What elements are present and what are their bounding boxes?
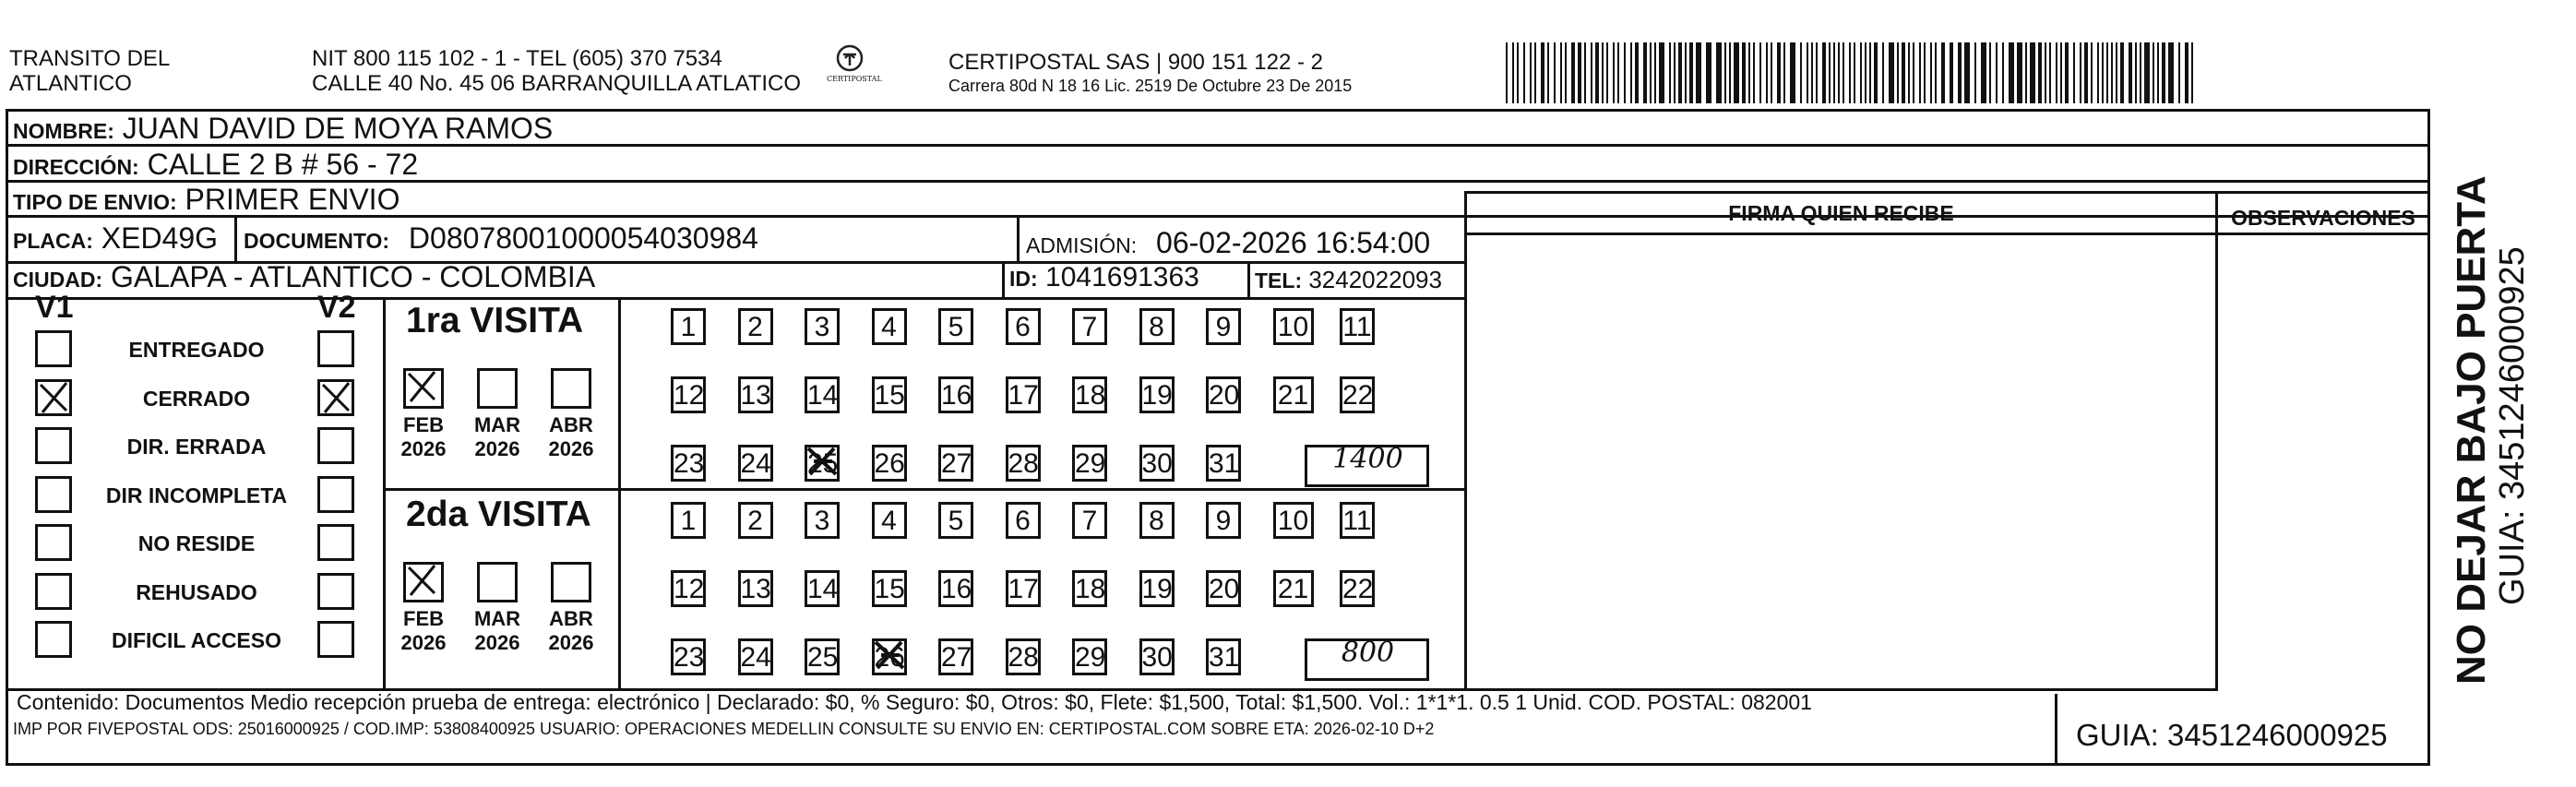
barcode-bar	[1696, 42, 1701, 103]
v1-checkbox[interactable]	[35, 524, 72, 561]
barcode-bar	[1816, 42, 1818, 103]
barcode-bar	[1650, 42, 1652, 103]
barcode-bar	[1534, 42, 1536, 103]
month-label	[470, 607, 525, 655]
status-label: NO RESIDE	[137, 531, 256, 555]
day-box[interactable]: 18	[1072, 376, 1107, 413]
v2-checkbox[interactable]	[317, 330, 354, 367]
month-name: ABR	[549, 413, 593, 436]
barcode-bar	[1783, 42, 1785, 103]
visit-title: 1ra VISITA	[406, 301, 584, 340]
day-box[interactable]: 17	[1006, 376, 1041, 413]
day-box[interactable]: 31	[1206, 638, 1241, 675]
day-box[interactable]: 2	[738, 502, 773, 539]
barcode-bar	[1930, 42, 1932, 103]
day-box[interactable]: 4	[872, 502, 907, 539]
barcode-bar	[1958, 42, 1962, 103]
day-box[interactable]: 26	[872, 445, 907, 482]
barcode-bar	[1624, 42, 1626, 103]
barcode-bar	[2116, 42, 2117, 103]
month-label	[543, 607, 599, 655]
day-box[interactable]: 22	[1340, 570, 1375, 607]
barcode-bar	[2144, 42, 2150, 103]
v2-checkbox[interactable]	[317, 573, 354, 610]
name-row	[13, 112, 553, 146]
divider-admission	[1017, 218, 1020, 261]
barcode-bar	[1989, 42, 1991, 103]
visit-separator	[383, 488, 1467, 491]
barcode-bar	[1606, 42, 1608, 103]
id-cell	[1009, 262, 1199, 293]
barcode-bar	[1913, 42, 1914, 103]
barcode-bar	[1996, 42, 1998, 103]
barcode-bar	[1935, 42, 1937, 103]
barcode-bar	[1889, 42, 1894, 103]
barcode-bar	[1759, 42, 1761, 103]
barcode-bar	[1729, 42, 1731, 103]
address-label: DIRECCIÓN:	[13, 155, 139, 179]
day-box[interactable]: 6	[1006, 502, 1041, 539]
handwritten-time: 1400	[1332, 443, 1403, 475]
barcode-bar	[2097, 42, 2099, 103]
name-label: NOMBRE:	[13, 119, 114, 143]
barcode-bar	[2091, 42, 2093, 103]
barcode-bar	[1753, 42, 1755, 103]
barcode-bar	[1716, 42, 1722, 103]
observations-header: OBSERVACIONES	[2231, 206, 2415, 230]
observations-area[interactable]	[2218, 236, 2427, 688]
day-box[interactable]: 17	[1006, 570, 1041, 607]
admission-label: ADMISIÓN:	[1026, 233, 1138, 257]
barcode-bar	[2135, 42, 2137, 103]
day-box[interactable]: 25	[805, 638, 840, 675]
barcode-bar	[1547, 42, 1549, 103]
admission-cell	[1026, 226, 1430, 260]
barcode-bar	[1584, 42, 1586, 103]
day-box[interactable]: 28	[1006, 445, 1041, 482]
month-label	[470, 413, 525, 461]
month-checkbox[interactable]	[551, 368, 591, 409]
month-label	[396, 413, 451, 461]
barcode-bar	[1833, 42, 1835, 103]
v1-label: V1	[35, 290, 74, 325]
barcode-bar	[1742, 42, 1746, 103]
day-box[interactable]: 11	[1340, 502, 1375, 539]
month-name: MAR	[473, 607, 521, 630]
day-box[interactable]: 3	[805, 502, 840, 539]
day-mark-icon	[805, 445, 840, 478]
license-line: Carrera 80d N 18 16 Lic. 2519 De Octubre 23 De 2015	[948, 77, 1353, 95]
day-box[interactable]: 18	[1072, 570, 1107, 607]
barcode-bar	[1882, 42, 1884, 103]
guia-box: GUIA: 3451246000925	[2076, 718, 2388, 752]
barcode-bar	[2017, 42, 2022, 103]
month-name: FEB	[403, 607, 444, 630]
barcode	[1506, 42, 2200, 103]
barcode-bar	[1897, 42, 1899, 103]
v2-checkbox[interactable]	[317, 524, 354, 561]
barcode-bar	[1849, 42, 1851, 103]
handwritten-time: 800	[1341, 637, 1395, 669]
barcode-bar	[1777, 42, 1781, 103]
check-mark-icon	[317, 379, 354, 416]
day-box[interactable]: 13	[738, 570, 773, 607]
day-box[interactable]: 3	[805, 308, 840, 345]
day-box[interactable]: 7	[1072, 502, 1107, 539]
month-name: FEB	[403, 413, 444, 436]
document-label: DOCUMENTO:	[244, 229, 390, 253]
v2-checkbox[interactable]	[317, 427, 354, 464]
barcode-bar	[2140, 42, 2141, 103]
tel-label: TEL:	[1255, 268, 1303, 292]
status-label: DIFICIL ACCESO	[111, 628, 281, 652]
v1-checkbox[interactable]	[35, 427, 72, 464]
check-mark-icon	[35, 379, 72, 416]
barcode-bar	[2002, 42, 2004, 103]
barcode-bar	[1981, 42, 1986, 103]
barcode-bar	[2065, 42, 2069, 103]
month-checkbox[interactable]	[477, 562, 518, 602]
v1-checkbox[interactable]	[35, 573, 72, 610]
month-year: 2026	[400, 631, 447, 654]
day-box[interactable]: 25	[805, 445, 840, 482]
v2-checkbox[interactable]	[317, 621, 354, 658]
address-value: CALLE 2 B # 56 - 72	[147, 148, 419, 181]
day-box[interactable]: 24	[738, 445, 773, 482]
barcode-bar	[2060, 42, 2062, 103]
barcode-bar	[2080, 42, 2081, 103]
month-name: MAR	[473, 413, 521, 436]
barcode-graphic	[1506, 42, 2200, 103]
barcode-bar	[1674, 42, 1676, 103]
month-label	[543, 413, 599, 461]
id-label: ID:	[1009, 267, 1038, 291]
v2-checkbox[interactable]	[317, 379, 354, 416]
barcode-bar	[2030, 42, 2035, 103]
barcode-bar	[1771, 42, 1772, 103]
month-label	[396, 607, 451, 655]
month-year: 2026	[400, 437, 447, 460]
day-box[interactable]: 7	[1072, 308, 1107, 345]
barcode-bar	[1807, 42, 1808, 103]
day-box[interactable]: 12	[671, 570, 706, 607]
barcode-bar	[2025, 42, 2027, 103]
barcode-bar	[1919, 42, 1921, 103]
month-checkbox[interactable]	[477, 368, 518, 409]
day-box[interactable]: 20	[1206, 376, 1241, 413]
barcode-bar	[1790, 42, 1795, 103]
day-box[interactable]: 10	[1273, 308, 1314, 345]
barcode-bar	[2157, 42, 2159, 103]
day-box[interactable]: 21	[1273, 376, 1314, 413]
barcode-bar	[1512, 42, 1514, 103]
day-box[interactable]: 9	[1206, 502, 1241, 539]
barcode-bar	[1554, 42, 1556, 103]
barcode-bar	[1724, 42, 1726, 103]
receiver-signature-header: FIRMA QUIEN RECIBE	[1728, 201, 1954, 225]
barcode-bar	[1869, 42, 1871, 103]
month-year: 2026	[474, 437, 520, 460]
sender-line-2: ATLANTICO	[9, 71, 132, 96]
barcode-bar	[1706, 42, 1711, 103]
barcode-bar	[2120, 42, 2124, 103]
city-value: GALAPA - ATLANTICO - COLOMBIA	[111, 260, 596, 293]
day-box[interactable]: 30	[1139, 445, 1175, 482]
barcode-bar	[1602, 42, 1604, 103]
divider-tel	[1247, 263, 1250, 298]
day-box[interactable]: 1	[671, 502, 706, 539]
barcode-bar	[2168, 42, 2174, 103]
logo-text: CERTIPOSTAL	[827, 75, 882, 83]
tel-cell	[1255, 266, 1442, 294]
barcode-bar	[1734, 42, 1739, 103]
barcode-bar	[1523, 42, 1525, 103]
divider-visits	[618, 297, 621, 691]
barcode-bar	[1613, 42, 1615, 103]
month-checkbox[interactable]	[403, 368, 444, 409]
barcode-bar	[1974, 42, 1976, 103]
barcode-bar	[1874, 42, 1878, 103]
divider-status	[383, 297, 386, 691]
month-year: 2026	[548, 437, 594, 460]
barcode-bar	[1578, 42, 1581, 103]
day-box[interactable]: 2	[738, 308, 773, 345]
name-value: JUAN DAVID DE MOYA RAMOS	[122, 112, 554, 145]
tel-value: 3242022093	[1308, 266, 1442, 293]
barcode-bar	[2102, 42, 2104, 103]
content-line: Contenido: Documentos Medio recepción prueba de entrega: electrónico | Declarado: $0, % Seguro: $0, Otros: $0, Flete: $1,500, Total: $1,500. Vol.: 1*1*1. 0.5 1 Unid. COD. POSTAL: 082001	[17, 690, 1812, 714]
company-info	[948, 50, 1352, 97]
month-checkbox[interactable]	[551, 562, 591, 602]
barcode-bar	[1669, 42, 1671, 103]
barcode-bar	[1865, 42, 1866, 103]
day-box[interactable]: 16	[938, 376, 973, 413]
v2-checkbox[interactable]	[317, 476, 354, 513]
sender-line-1: TRANSITO DEL	[9, 46, 171, 71]
v1-checkbox[interactable]	[35, 330, 72, 367]
day-box[interactable]: 12	[671, 376, 706, 413]
imp-line: IMP POR FIVEPOSTAL ODS: 25016000925 / COD.IMP: 53808400925 USUARIO: OPERACIONES MEDELLIN CONSULTE SU ENVIO EN: CERTIPOSTAL.COM SOBRE ETA: 2026-02-10 D+2	[13, 720, 1435, 738]
admission-value: 06-02-2026 16:54:00	[1156, 226, 1431, 259]
barcode-bar	[2185, 42, 2188, 103]
sender-address: CALLE 40 No. 45 06 BARRANQUILLA ATLATICO	[312, 71, 802, 96]
barcode-bar	[1678, 42, 1682, 103]
barcode-bar	[1565, 42, 1567, 103]
barcode-bar	[2153, 42, 2154, 103]
plate-label: PLACA:	[13, 229, 93, 253]
day-box[interactable]: 8	[1139, 308, 1175, 345]
day-box[interactable]: 24	[738, 638, 773, 675]
day-box[interactable]: 23	[671, 638, 706, 675]
month-checkbox[interactable]	[403, 562, 444, 602]
document-cell	[244, 221, 758, 256]
barcode-bar	[2049, 42, 2051, 103]
barcode-bar	[2178, 42, 2180, 103]
day-box[interactable]: 20	[1206, 570, 1241, 607]
barcode-bar	[1854, 42, 1855, 103]
sender-contact	[312, 46, 801, 96]
barcode-bar	[1689, 42, 1693, 103]
certipostal-logo	[827, 44, 882, 83]
barcode-bar	[1838, 42, 1840, 103]
status-label: REHUSADO	[136, 579, 257, 604]
id-value: 1041691363	[1045, 262, 1199, 292]
barcode-bar	[1541, 42, 1544, 103]
barcode-bar	[1517, 42, 1519, 103]
status-label: ENTREGADO	[128, 338, 265, 362]
company-line: CERTIPOSTAL SAS | 900 151 122 - 2	[948, 50, 1323, 75]
day-box[interactable]: 14	[805, 570, 840, 607]
barcode-bar	[1654, 42, 1656, 103]
day-box[interactable]: 6	[1006, 308, 1041, 345]
check-mark-icon	[403, 368, 440, 405]
status-label: DIR. ERRADA	[126, 435, 267, 459]
barcode-bar	[1643, 42, 1647, 103]
day-box[interactable]: 5	[938, 502, 973, 539]
plate-value: XED49G	[101, 221, 219, 255]
barcode-bar	[1908, 42, 1910, 103]
divider-id	[1002, 263, 1005, 298]
barcode-bar	[2009, 42, 2014, 103]
v1-checkbox[interactable]	[35, 621, 72, 658]
day-box[interactable]: 13	[738, 376, 773, 413]
barcode-bar	[2038, 42, 2042, 103]
signature-top	[1464, 191, 2430, 194]
month-name: ABR	[549, 607, 593, 630]
city-cell	[13, 260, 595, 294]
day-box[interactable]: 14	[805, 376, 840, 413]
barcode-bar	[1591, 42, 1592, 103]
barcode-bar	[1571, 42, 1575, 103]
day-box[interactable]: 28	[1006, 638, 1041, 675]
no-dejar-bajo-puerta: NO DEJAR BAJO PUERTA	[2449, 175, 2494, 685]
barcode-bar	[2106, 42, 2108, 103]
barcode-bar	[1595, 42, 1599, 103]
barcode-bar	[1766, 42, 1768, 103]
month-year: 2026	[548, 631, 594, 654]
day-box[interactable]: 27	[938, 638, 973, 675]
barcode-bar	[1685, 42, 1687, 103]
barcode-bar	[1659, 42, 1664, 103]
barcode-bar	[1635, 42, 1639, 103]
day-box[interactable]: 5	[938, 308, 973, 345]
barcode-bar	[2162, 42, 2165, 103]
month-year: 2026	[474, 631, 520, 654]
day-box[interactable]: 19	[1139, 376, 1175, 413]
divider-guia	[2055, 694, 2057, 766]
barcode-bar	[1800, 42, 1802, 103]
barcode-bar	[1902, 42, 1905, 103]
day-box[interactable]: 19	[1139, 570, 1175, 607]
document-value: D08078001000054030984	[408, 221, 758, 255]
barcode-bar	[1964, 42, 1970, 103]
city-label: CIUDAD:	[13, 268, 103, 292]
plate-cell	[13, 221, 218, 256]
signature-header-line	[1464, 233, 2430, 235]
v2-label: V2	[317, 290, 356, 325]
day-box[interactable]: 23	[671, 445, 706, 482]
barcode-bar	[2084, 42, 2088, 103]
day-box[interactable]: 4	[872, 308, 907, 345]
barcode-bar	[1822, 42, 1826, 103]
day-box[interactable]: 8	[1139, 502, 1175, 539]
day-box[interactable]: 29	[1072, 445, 1107, 482]
day-box[interactable]: 31	[1206, 445, 1241, 482]
address-row	[13, 148, 418, 182]
type-label: TIPO DE ENVIO:	[13, 190, 177, 214]
barcode-bar	[2073, 42, 2075, 103]
day-mark-icon	[872, 638, 907, 672]
barcode-bar	[1924, 42, 1926, 103]
day-box[interactable]: 29	[1072, 638, 1107, 675]
sender-name	[9, 46, 170, 96]
v1-checkbox[interactable]	[35, 379, 72, 416]
type-value: PRIMER ENVIO	[185, 183, 400, 216]
barcode-bar	[1829, 42, 1831, 103]
barcode-bar	[2056, 42, 2057, 103]
day-box[interactable]: 30	[1139, 638, 1175, 675]
v1-checkbox[interactable]	[35, 476, 72, 513]
day-box[interactable]: 16	[938, 570, 973, 607]
barcode-bar	[1506, 42, 1508, 103]
barcode-bar	[1530, 42, 1532, 103]
day-box[interactable]: 22	[1340, 376, 1375, 413]
barcode-bar	[1941, 42, 1945, 103]
day-box[interactable]: 10	[1273, 502, 1314, 539]
status-label: DIR INCOMPLETA	[105, 483, 288, 507]
logo-icon	[834, 44, 865, 72]
barcode-bar	[1811, 42, 1813, 103]
side-guia-number: GUIA: 3451246000925	[2493, 246, 2532, 605]
sender-nit: NIT 800 115 102 - 1 - TEL (605) 370 7534	[312, 46, 722, 71]
barcode-bar	[2111, 42, 2113, 103]
check-mark-icon	[403, 562, 440, 599]
day-box[interactable]: 11	[1340, 308, 1375, 345]
day-box[interactable]: 15	[872, 376, 907, 413]
barcode-bar	[2191, 42, 2193, 103]
barcode-bar	[2045, 42, 2046, 103]
barcode-bar	[1950, 42, 1953, 103]
day-box[interactable]: 27	[938, 445, 973, 482]
status-label: CERRADO	[142, 386, 251, 411]
barcode-bar	[1617, 42, 1619, 103]
day-box[interactable]: 21	[1273, 570, 1314, 607]
day-box[interactable]: 15	[872, 570, 907, 607]
type-row	[13, 183, 400, 217]
day-box[interactable]: 1	[671, 308, 706, 345]
barcode-bar	[1748, 42, 1750, 103]
visit-title: 2da VISITA	[406, 495, 591, 534]
signature-area[interactable]	[1467, 236, 2214, 688]
barcode-bar	[1560, 42, 1562, 103]
day-box[interactable]: 9	[1206, 308, 1241, 345]
divider-plate	[234, 218, 237, 261]
barcode-bar	[1843, 42, 1844, 103]
barcode-bar	[2129, 42, 2132, 103]
day-box[interactable]: 26	[872, 638, 907, 675]
barcode-bar	[1860, 42, 1862, 103]
barcode-bar	[1630, 42, 1632, 103]
